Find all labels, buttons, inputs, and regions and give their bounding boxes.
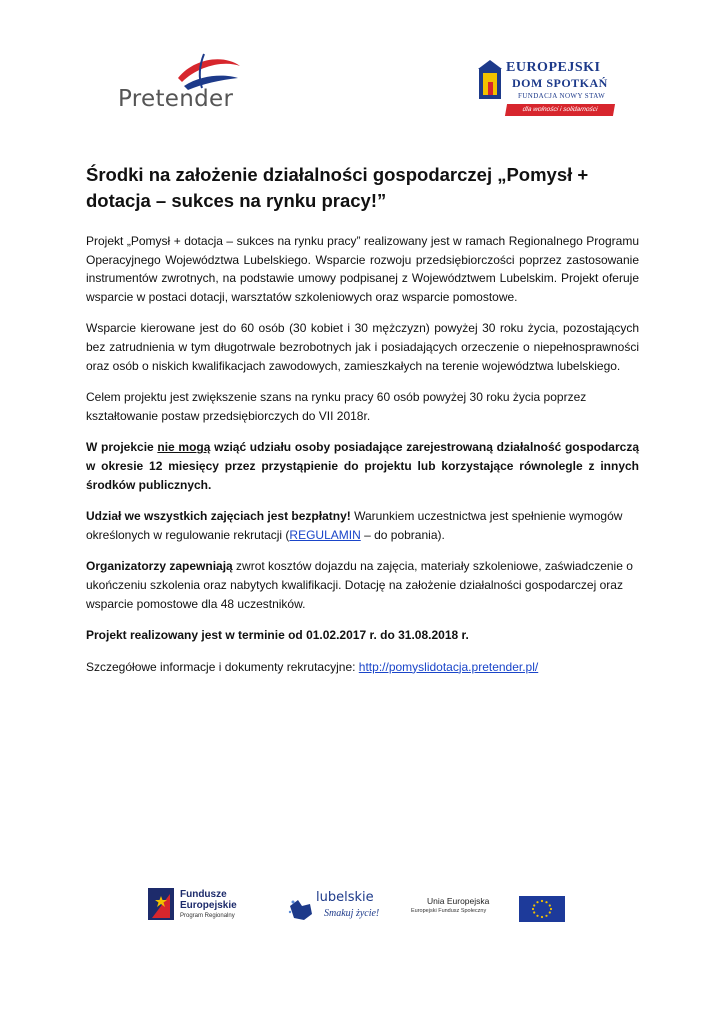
paragraph-organizers	[86, 557, 639, 613]
paragraph-free-participation	[86, 507, 639, 544]
eu-funds-star-icon	[148, 888, 174, 920]
more-info-text: Szczegółowe informacje i dokumenty rekrutacyjne:	[86, 659, 359, 674]
lubelskie-logo	[288, 886, 388, 930]
funding-logos-footer	[0, 880, 725, 940]
paragraph-more-info	[86, 658, 639, 677]
page-title: Środki na założenie działalności gospodarczej „Pomysł + dotacja – sukces na rynku pracy!”	[86, 164, 589, 211]
regulamin-link[interactable]: REGULAMIN	[289, 527, 361, 542]
lubelskie-region-icon	[288, 898, 314, 922]
ue-line-1: Unia Europejska	[427, 896, 490, 906]
fe-line-1: Fundusze	[180, 889, 227, 900]
free-participation-text-1: Warunkiem uczestnictwa jest spełnienie wymogów określonych w regulowanie rekrutacji (	[86, 509, 623, 542]
organizers-text: zwrot kosztów dojazdu na zajęcia, materiały szkoleniowe, zaświadczenie o ukończeniu szkolenia oraz nabytych kwalifikacji. Dotację na założenie działalności gospodarczej oraz wsparcie pomostowe dla 48 uczestników.	[86, 559, 633, 611]
exclusions-text	[86, 440, 639, 491]
paragraph-goal: Celem projektu jest zwiększenie szans na rynku pracy 60 osób powyżej 30 roku życia poprzez kształtowanie postaw przedsiębiorczych do VII 2018r.	[86, 390, 587, 423]
exclusions-part-2: wziąć udziału osoby posiadające zarejestrowaną działalność gospodarczą w okresie 12 miesięcy przez przystąpienie do projektu lub korzystające równolegle z innych środków publicznych.	[86, 440, 639, 492]
pretender-wordmark: Pretender	[118, 86, 234, 112]
unia-europejska-logo	[411, 894, 571, 926]
lubelskie-wordmark: lubelskie	[316, 890, 374, 905]
dates-text: Projekt realizowany jest w terminie od 01.02.2017 r. do 31.08.2018 r.	[86, 628, 469, 643]
free-participation-text-2: – do pobrania).	[360, 527, 445, 542]
paragraph-exclusions	[86, 438, 639, 494]
house-icon	[478, 60, 502, 100]
fe-line-2: Europejskie	[180, 900, 237, 911]
eds-ribbon: dla wolności i solidarności	[505, 104, 615, 116]
fundusze-europejskie-logo	[148, 888, 258, 928]
eds-line-2: DOM SPOTKAŃ	[512, 76, 608, 90]
eu-flag-icon	[519, 896, 565, 922]
document-body	[86, 162, 639, 689]
project-website-link[interactable]: http://pomyslidotacja.pretender.pl/	[358, 659, 539, 674]
exclusions-part-1: W projekcie	[86, 440, 158, 455]
eds-line-3: FUNDACJA NOWY STAW	[518, 92, 606, 100]
lubelskie-slogan: Smakuj życie!	[324, 908, 380, 919]
eds-line-1: EUROPEJSKI	[506, 60, 601, 75]
exclusions-underlined: nie mogą	[157, 440, 211, 455]
paragraph-intro: Projekt „Pomysł + dotacja – sukces na rynku pracy” realizowany jest w ramach Regionalnego Programu Operacyjnego Województwa Lubelskiego. Wsparcie rozwoju przedsiębiorczości poprzez zastosowanie instrumentów zwrotnych, na podstawie umowy podpisanej z Województwem Lubelskim. Projekt oferuje wsparcie w postaci dotacji, warsztatów szkoleniowych oraz wsparcie pomostowe.	[86, 234, 639, 304]
free-participation-bold: Udział we wszystkich zajęciach jest bezpłatny!	[86, 509, 351, 524]
document-header	[0, 0, 725, 130]
ue-line-2: Europejski Fundusz Społeczny	[411, 908, 487, 914]
paragraph-dates	[86, 626, 639, 645]
organizers-bold: Organizatorzy zapewniają	[86, 559, 233, 574]
paragraph-target-group: Wsparcie kierowane jest do 60 osób (30 kobiet i 30 mężczyzn) powyżej 30 roku życia, pozostających bez zatrudnienia w tym długotrwale bezrobotnych jak i posiadających orzeczenie o niepełnosprawności oraz osób o niskich kwalifikacjach zawodowych, zamieszkałych na terenie województwa lubelskiego.	[86, 321, 639, 373]
pretender-logo	[118, 52, 248, 116]
europejski-dom-spotkan-logo	[478, 56, 638, 120]
fe-line-3: Program Regionalny	[180, 913, 235, 919]
